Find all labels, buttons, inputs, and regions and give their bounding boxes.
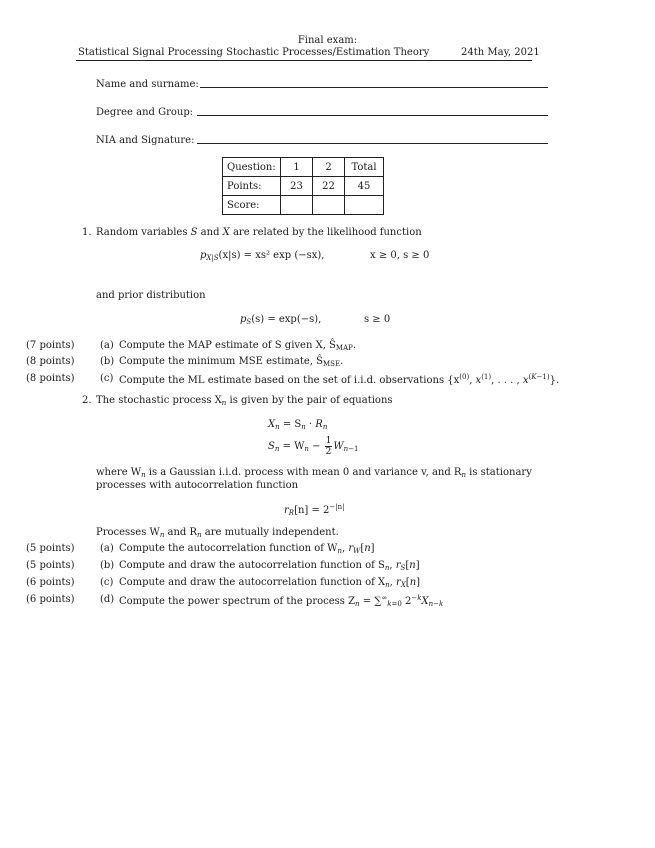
p2c-text-body: Compute and draw the autocorrelation function of X xyxy=(119,577,386,588)
row-label-score: Score: xyxy=(223,196,281,215)
indep-c: are mutually independent. xyxy=(201,527,339,538)
prior-equation xyxy=(240,314,321,326)
p2a-text: Compute the autocorrelation function of $W_n$, $r_W[n]$ xyxy=(119,543,375,555)
name-label: Name and surname: xyxy=(96,79,199,90)
table-row xyxy=(223,196,384,215)
exam-title: Final exam: xyxy=(297,35,358,46)
p2d-text-body: Compute the power spectrum of the process Z xyxy=(119,596,356,607)
p1c-points: (8 points) xyxy=(26,373,75,384)
where-line2: processes with autocorrelation function xyxy=(96,480,299,491)
exam-date: 24th May, 2021 xyxy=(461,47,540,58)
score-total[interactable] xyxy=(345,196,384,215)
p2b-letter: (b) xyxy=(100,560,115,571)
points-total: 45 xyxy=(345,177,384,196)
likelihood-rhs: (x|s) = xs² exp (−sx), xyxy=(218,250,325,261)
name-field[interactable] xyxy=(200,87,548,88)
p2b-points: (5 points) xyxy=(26,560,75,571)
p1c-text-body: Compute the ML estimate based on the set of i.i.d. observations {x xyxy=(119,375,460,386)
where-text-a: where W xyxy=(96,467,142,478)
nia-field[interactable] xyxy=(197,143,548,144)
where-text-b: is a Gaussian i.i.d. process with mean 0 and variance v, and R xyxy=(145,467,462,478)
p1b-end: . xyxy=(340,356,344,367)
independence-line: Processes $W_n$ and $R_n$ are mutually independent. xyxy=(96,527,339,539)
equation-s: $S_n = W_n$ − $\frac{1}{2}$ $W_{n-1}$ xyxy=(268,436,359,457)
p1a-text xyxy=(119,340,356,352)
p1a-sub: MAP xyxy=(335,344,353,352)
p1b-letter: (b) xyxy=(100,356,115,367)
points-2: 22 xyxy=(313,177,345,196)
eq1-lhs: X xyxy=(268,419,276,430)
acf-exp: −|n| xyxy=(329,503,345,511)
score-2[interactable] xyxy=(313,196,345,215)
acf-equation: $r_R[n] = 2^{-|n|}$ xyxy=(284,503,345,517)
frac-den: 2 xyxy=(325,447,332,457)
p2d-points: (6 points) xyxy=(26,594,75,605)
indep-a: Processes W xyxy=(96,527,160,538)
prior-intro: and prior distribution xyxy=(96,290,206,301)
header-rule xyxy=(76,60,532,61)
p2b-text-body: Compute and draw the autocorrelation function of S xyxy=(119,560,385,571)
acf-r: r xyxy=(284,505,289,516)
table-row xyxy=(223,177,384,196)
problem2-intro-text: The stochastic process X xyxy=(96,395,222,406)
where-text-c: is stationary xyxy=(465,467,532,478)
eq2-lhs: S xyxy=(268,440,275,452)
likelihood-sub: X|S xyxy=(206,254,219,262)
likelihood-equation xyxy=(200,250,324,262)
p1b-points: (8 points) xyxy=(26,356,75,367)
p1b-sub: MSE xyxy=(323,360,341,368)
one-half-fraction xyxy=(325,436,333,457)
eq2-rhs: = W xyxy=(279,440,305,452)
p1b-text xyxy=(119,356,343,368)
prior-condition: s ≥ 0 xyxy=(364,314,391,325)
prior-p: p xyxy=(240,314,247,325)
where-line1: where $W_n$ is a Gaussian i.i.d. process with mean 0 and variance v, and $R_n$ is stationary xyxy=(96,467,532,479)
p2a-text-body: Compute the autocorrelation function of W xyxy=(119,543,338,554)
likelihood-p: p xyxy=(200,250,207,261)
problem2-number: 2. xyxy=(82,395,92,406)
prior-sub: S xyxy=(246,318,252,326)
table-row xyxy=(223,158,384,177)
p1a-letter: (a) xyxy=(100,340,114,351)
score-1[interactable] xyxy=(281,196,313,215)
question-2: 2 xyxy=(313,158,345,177)
p2b-text: Compute and draw the autocorrelation function of $S_n$, $r_S[n]$ xyxy=(119,560,420,572)
prior-rhs: (s) = exp(−s), xyxy=(251,314,322,325)
p2c-letter: (c) xyxy=(100,577,114,588)
p1b-text-body: Compute the minimum MSE estimate, Ŝ xyxy=(119,356,323,367)
eq1-rhs: = S xyxy=(279,419,302,430)
problem1-intro-text: Random variables S and X are related by the likelihood function xyxy=(96,227,422,238)
equation-x: $X_n = S_n \cdot R_n$ xyxy=(268,419,328,431)
acf-rhs: [n] = 2 xyxy=(294,505,330,516)
p2d-letter: (d) xyxy=(100,594,115,605)
question-total: Total xyxy=(345,158,384,177)
p1c-end: }. xyxy=(549,375,560,386)
row-label-question: Question: xyxy=(223,158,281,177)
frac-num: 1 xyxy=(325,436,332,446)
likelihood-condition: x ≥ 0, s ≥ 0 xyxy=(370,250,430,261)
p1c-letter: (c) xyxy=(100,373,114,384)
course-title: Statistical Signal Processing Stochastic Processes/Estimation Theory xyxy=(78,47,430,58)
degree-field[interactable] xyxy=(197,115,548,116)
degree-label: Degree and Group: xyxy=(96,107,194,118)
nia-label: NIA and Signature: xyxy=(96,135,195,146)
problem1-intro xyxy=(96,227,422,238)
indep-b: and R xyxy=(164,527,198,538)
p2a-letter: (a) xyxy=(100,543,114,554)
problem2-intro-end: is given by the pair of equations xyxy=(226,395,393,406)
p1a-points: (7 points) xyxy=(26,340,75,351)
p1c-text: Compute the ML estimate based on the set of i.i.d. observations {$x^{(0)}$, $x^{(1)}$, . . . , $x^{(K-1)}$}. xyxy=(119,373,560,386)
p1a-end: . xyxy=(352,340,357,351)
score-table xyxy=(222,157,384,215)
problem2-intro: The stochastic process $X_n$ is given by the pair of equations xyxy=(96,395,393,407)
p2c-points: (6 points) xyxy=(26,577,75,588)
row-label-points: Points: xyxy=(223,177,281,196)
p1a-text-body: Compute the MAP estimate of S given X, Ŝ xyxy=(119,340,336,351)
points-1: 23 xyxy=(281,177,313,196)
problem1-number: 1. xyxy=(82,227,92,238)
p2a-points: (5 points) xyxy=(26,543,75,554)
p2c-text: Compute and draw the autocorrelation function of $X_n$, $r_X[n]$ xyxy=(119,577,421,589)
p2d-text: Compute the power spectrum of the process $Z_n = \sum^\infty_{k=0}$ $2^{-k}X_{n-k}$ xyxy=(119,594,444,608)
question-1: 1 xyxy=(281,158,313,177)
